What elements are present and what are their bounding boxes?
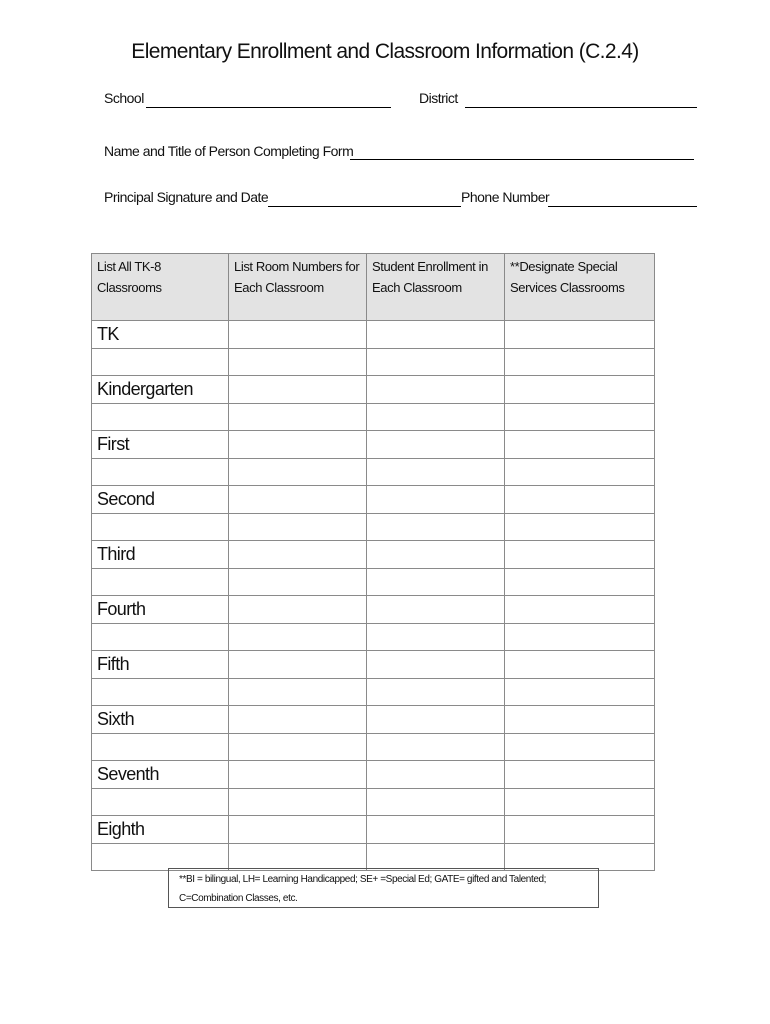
table-cell[interactable] <box>505 513 655 541</box>
table-cell[interactable] <box>92 678 229 706</box>
table-cell[interactable] <box>92 568 229 596</box>
table-cell[interactable] <box>367 788 505 816</box>
table-cell[interactable] <box>505 733 655 761</box>
phone-number-field[interactable] <box>548 206 697 207</box>
table-cell[interactable] <box>229 843 367 871</box>
table-row <box>92 761 655 789</box>
table-cell[interactable] <box>229 568 367 596</box>
table-cell[interactable] <box>229 541 367 569</box>
principal-signature-field[interactable] <box>268 206 461 207</box>
grade-label: Fourth <box>92 596 229 624</box>
table-cell[interactable] <box>367 623 505 651</box>
table-cell[interactable] <box>229 513 367 541</box>
table-row <box>92 623 655 651</box>
table-cell[interactable] <box>505 486 655 514</box>
table-cell[interactable] <box>229 788 367 816</box>
table-row <box>92 458 655 486</box>
table-cell[interactable] <box>367 596 505 624</box>
table-cell[interactable] <box>92 733 229 761</box>
table-cell[interactable] <box>505 376 655 404</box>
table-row <box>92 788 655 816</box>
grade-label: Kindergarten <box>92 376 229 404</box>
table-row <box>92 733 655 761</box>
table-cell[interactable] <box>367 431 505 459</box>
table-cell[interactable] <box>367 651 505 679</box>
form-title: Elementary Enrollment and Classroom Information (C.2.4) <box>131 40 639 63</box>
table-cell[interactable] <box>92 403 229 431</box>
table-cell[interactable] <box>367 541 505 569</box>
table-header-row <box>92 254 655 321</box>
district-field[interactable] <box>465 107 697 108</box>
table-cell[interactable] <box>367 761 505 789</box>
table-cell[interactable] <box>367 403 505 431</box>
name-title-label: Name and Title of Person Completing Form <box>104 143 354 159</box>
table-row <box>92 513 655 541</box>
table-cell[interactable] <box>505 568 655 596</box>
table-cell[interactable] <box>505 321 655 349</box>
table-row <box>92 541 655 569</box>
header-enrollment: Student Enrollment in Each Classroom <box>367 254 505 321</box>
table-cell[interactable] <box>367 706 505 734</box>
table-cell[interactable] <box>229 816 367 844</box>
table-row <box>92 816 655 844</box>
header-classrooms: List All TK-8 Classrooms <box>92 254 229 321</box>
header-special-services: **Designate Special Services Classrooms <box>505 254 655 321</box>
table-row <box>92 403 655 431</box>
table-cell[interactable] <box>367 348 505 376</box>
table-cell[interactable] <box>367 513 505 541</box>
table-cell[interactable] <box>505 541 655 569</box>
table-row <box>92 486 655 514</box>
grade-label: Seventh <box>92 761 229 789</box>
table-cell[interactable] <box>229 376 367 404</box>
table-cell[interactable] <box>367 678 505 706</box>
grade-label: Third <box>92 541 229 569</box>
table-cell[interactable] <box>229 321 367 349</box>
table-cell[interactable] <box>367 458 505 486</box>
table-row <box>92 843 655 871</box>
table-cell[interactable] <box>505 348 655 376</box>
table-cell[interactable] <box>505 816 655 844</box>
grade-label: Fifth <box>92 651 229 679</box>
district-label: District <box>419 90 458 106</box>
name-title-field[interactable] <box>350 159 694 160</box>
table-row <box>92 321 655 349</box>
table-cell[interactable] <box>367 568 505 596</box>
header-room-numbers: List Room Numbers for Each Classroom <box>229 254 367 321</box>
table-cell[interactable] <box>229 486 367 514</box>
table-row <box>92 678 655 706</box>
table-cell[interactable] <box>367 486 505 514</box>
grade-label: Eighth <box>92 816 229 844</box>
table-cell[interactable] <box>505 596 655 624</box>
table-cell[interactable] <box>229 651 367 679</box>
grade-label: TK <box>92 321 229 349</box>
table-row <box>92 651 655 679</box>
table-cell[interactable] <box>505 843 655 871</box>
table-cell[interactable] <box>505 403 655 431</box>
table-cell[interactable] <box>92 623 229 651</box>
classroom-table <box>91 253 655 871</box>
table-cell[interactable] <box>505 431 655 459</box>
phone-number-label: Phone Number <box>461 189 550 205</box>
table-cell[interactable] <box>505 651 655 679</box>
footnote-line-1: **BI = bilingual, LH= Learning Handicapped; SE+ =Special Ed; GATE= gifted and Talented; <box>179 874 547 885</box>
table-row <box>92 431 655 459</box>
table-cell[interactable] <box>92 348 229 376</box>
table-row <box>92 706 655 734</box>
table-cell[interactable] <box>229 403 367 431</box>
footnote-box <box>168 868 599 908</box>
table-cell[interactable] <box>505 678 655 706</box>
grade-label: Sixth <box>92 706 229 734</box>
table-cell[interactable] <box>92 458 229 486</box>
table-cell[interactable] <box>92 513 229 541</box>
table-cell[interactable] <box>229 761 367 789</box>
table-row <box>92 376 655 404</box>
table-cell[interactable] <box>367 843 505 871</box>
table-cell[interactable] <box>367 733 505 761</box>
table-cell[interactable] <box>229 706 367 734</box>
school-field[interactable] <box>146 107 391 108</box>
table-row <box>92 568 655 596</box>
table-cell[interactable] <box>92 843 229 871</box>
grade-label: Second <box>92 486 229 514</box>
table-cell[interactable] <box>505 458 655 486</box>
table-row <box>92 348 655 376</box>
table-cell[interactable] <box>367 816 505 844</box>
table-cell[interactable] <box>367 321 505 349</box>
table-cell[interactable] <box>229 678 367 706</box>
table-cell[interactable] <box>505 788 655 816</box>
table-row <box>92 596 655 624</box>
table-cell[interactable] <box>229 623 367 651</box>
table-cell[interactable] <box>505 761 655 789</box>
table-cell[interactable] <box>92 788 229 816</box>
table-cell[interactable] <box>229 596 367 624</box>
school-label: School <box>104 90 144 106</box>
table-cell[interactable] <box>229 458 367 486</box>
grade-label: First <box>92 431 229 459</box>
footnote-line-2: C=Combination Classes, etc. <box>179 893 298 904</box>
table-cell[interactable] <box>505 623 655 651</box>
table-cell[interactable] <box>229 431 367 459</box>
table-cell[interactable] <box>229 733 367 761</box>
table-cell[interactable] <box>229 348 367 376</box>
table-cell[interactable] <box>505 706 655 734</box>
table-cell[interactable] <box>367 376 505 404</box>
principal-signature-label: Principal Signature and Date <box>104 189 269 205</box>
